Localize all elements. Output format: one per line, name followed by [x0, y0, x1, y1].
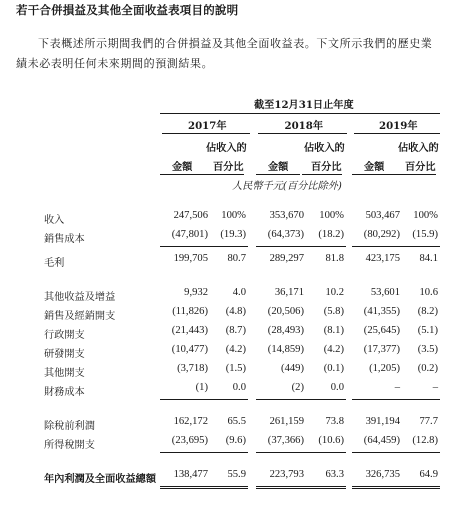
subtotal-rule [256, 452, 306, 453]
cell-value: (23,695) [171, 435, 208, 446]
pct-header-underline [204, 174, 244, 175]
cell-value: (18.2) [318, 229, 344, 240]
row-label: 銷售成本 [44, 234, 85, 245]
pct-header-line2: 百分比 [311, 161, 342, 173]
subtotal-rule [160, 399, 210, 400]
cell-value: (8.2) [417, 306, 438, 317]
cell-value: 10.2 [325, 287, 344, 298]
row-label: 銷售及經銷開支 [44, 311, 116, 322]
total-double-rule [400, 486, 440, 489]
subtotal-rule [352, 399, 402, 400]
cell-value: 10.6 [419, 287, 438, 298]
cell-value: 503,467 [365, 210, 400, 221]
cell-value: 9,932 [184, 287, 208, 298]
amount-header-underline [352, 174, 396, 175]
row-label: 除稅前利潤 [44, 421, 95, 432]
cell-value: – [432, 382, 438, 393]
subtotal-rule [208, 246, 248, 247]
subtotal-rule [306, 452, 346, 453]
pct-header-underline [396, 174, 436, 175]
subtotal-rule [160, 452, 210, 453]
cell-value: (11,826) [172, 306, 208, 317]
amount-header: 金額 [364, 161, 385, 173]
year-header: 2018年 [284, 120, 324, 132]
cell-value: 36,171 [274, 287, 304, 298]
cell-value: 4.0 [232, 287, 246, 298]
total-double-rule [160, 486, 210, 489]
cell-value: (25,645) [363, 325, 400, 336]
year-header: 2017年 [188, 120, 227, 132]
pct-header-line1: 佔收入的 [206, 142, 247, 154]
cell-value: (17,377) [363, 344, 400, 355]
cell-value: (21,443) [171, 325, 208, 336]
cell-value: 423,175 [365, 253, 400, 264]
subtotal-rule [400, 452, 440, 453]
amount-header-underline [160, 174, 204, 175]
subtotal-rule [400, 246, 440, 247]
row-label: 收入 [44, 215, 65, 226]
subtotal-rule [352, 452, 402, 453]
cell-value: 353,670 [269, 210, 304, 221]
cell-value: (37,366) [267, 435, 304, 446]
row-label: 行政開支 [44, 330, 85, 341]
cell-value: 0.0 [232, 382, 246, 393]
cell-value: (10.6) [318, 435, 344, 446]
cell-value: (47,801) [171, 229, 208, 240]
cell-value: 81.8 [325, 253, 344, 264]
subtotal-rule [256, 246, 306, 247]
cell-value: (8.7) [225, 325, 246, 336]
pct-header-line2: 百分比 [405, 161, 436, 173]
cell-value: 223,793 [269, 469, 304, 480]
cell-value: (5.8) [323, 306, 344, 317]
cell-value: (41,355) [363, 306, 400, 317]
year-underline [162, 133, 250, 134]
cell-value: (1) [195, 382, 208, 393]
cell-value: (12.8) [412, 435, 438, 446]
cell-value: 80.7 [227, 253, 246, 264]
cell-value: (3.5) [417, 344, 438, 355]
cell-value: 289,297 [269, 253, 304, 264]
cell-value: 199,705 [173, 253, 208, 264]
cell-value: 65.5 [227, 416, 246, 427]
row-label: 財務成本 [44, 387, 85, 398]
year-underline [258, 133, 347, 134]
pct-header-line1: 佔收入的 [304, 142, 345, 154]
cell-value: 100% [413, 210, 438, 221]
year-underline [354, 133, 440, 134]
year-header: 2019年 [379, 120, 418, 132]
total-double-rule [256, 486, 306, 489]
cell-value: (0.1) [323, 363, 344, 374]
cell-value: (2) [291, 382, 304, 393]
cell-value: (1.5) [225, 363, 246, 374]
subtotal-rule [208, 452, 248, 453]
cell-value: (0.2) [417, 363, 438, 374]
cell-value: (449) [281, 363, 304, 374]
subtotal-rule [352, 246, 402, 247]
section-title: 若干合併損益及其他全面收益表項目的說明 [16, 3, 239, 17]
cell-value: (20,506) [267, 306, 304, 317]
amount-header: 金額 [268, 161, 289, 173]
intro-paragraph: 下表概述所示期間我們的合併損益及其他全面收益表。下文所示我們的歷史業績未必表明任何未來期間的預測結果。 [16, 37, 433, 70]
row-label: 研發開支 [44, 349, 85, 360]
cell-value: (9.6) [225, 435, 246, 446]
period-header: 截至12月31日止年度 [254, 99, 354, 111]
cell-value: (19.3) [220, 229, 246, 240]
pct-header-line2: 百分比 [213, 161, 244, 173]
row-label: 其他開支 [44, 368, 85, 379]
cell-value: (3,718) [177, 363, 208, 374]
subtotal-rule [160, 246, 210, 247]
cell-value: (10,477) [171, 344, 208, 355]
row-label: 年內利潤及全面收益總額 [44, 473, 157, 485]
subtotal-rule [256, 399, 306, 400]
cell-value: (64,459) [363, 435, 400, 446]
cell-value: (5.1) [417, 325, 438, 336]
total-double-rule [208, 486, 248, 489]
cell-value: 0.0 [330, 382, 344, 393]
subtotal-rule [306, 399, 346, 400]
cell-value: (64,373) [267, 229, 304, 240]
cell-value: (80,292) [363, 229, 400, 240]
cell-value: (1,205) [369, 363, 400, 374]
row-label: 其他收益及增益 [44, 292, 116, 303]
period-underline [160, 113, 440, 114]
cell-value: (14,859) [267, 344, 304, 355]
pct-header-line1: 佔收入的 [398, 142, 439, 154]
amount-header-underline [256, 174, 300, 175]
subtotal-rule [208, 399, 248, 400]
cell-value: 77.7 [419, 416, 438, 427]
subtotal-rule [400, 399, 440, 400]
cell-value: 100% [221, 210, 246, 221]
unit-note: 人民幣千元(百分比除外) [232, 181, 342, 192]
cell-value: 63.3 [325, 469, 344, 480]
cell-value: 64.9 [419, 469, 438, 480]
row-label: 毛利 [44, 258, 65, 269]
cell-value: 84.1 [419, 253, 438, 264]
cell-value: 326,735 [365, 469, 400, 480]
subtotal-rule [306, 246, 346, 247]
cell-value: 53,601 [370, 287, 400, 298]
pct-header-underline [302, 174, 342, 175]
cell-value: 391,194 [365, 416, 400, 427]
cell-value: (4.2) [323, 344, 344, 355]
amount-header: 金額 [172, 161, 193, 173]
cell-value: 247,506 [173, 210, 208, 221]
cell-value: (4.8) [225, 306, 246, 317]
cell-value: (28,493) [267, 325, 304, 336]
total-double-rule [352, 486, 402, 489]
cell-value: 73.8 [325, 416, 344, 427]
cell-value: 261,159 [269, 416, 304, 427]
total-double-rule [306, 486, 346, 489]
row-label: 所得稅開支 [44, 440, 95, 451]
cell-value: 100% [319, 210, 344, 221]
cell-value: 55.9 [227, 469, 246, 480]
cell-value: (4.2) [225, 344, 246, 355]
cell-value: – [394, 382, 400, 393]
cell-value: 162,172 [173, 416, 208, 427]
cell-value: (8.1) [323, 325, 344, 336]
cell-value: 138,477 [173, 469, 208, 480]
cell-value: (15.9) [412, 229, 438, 240]
